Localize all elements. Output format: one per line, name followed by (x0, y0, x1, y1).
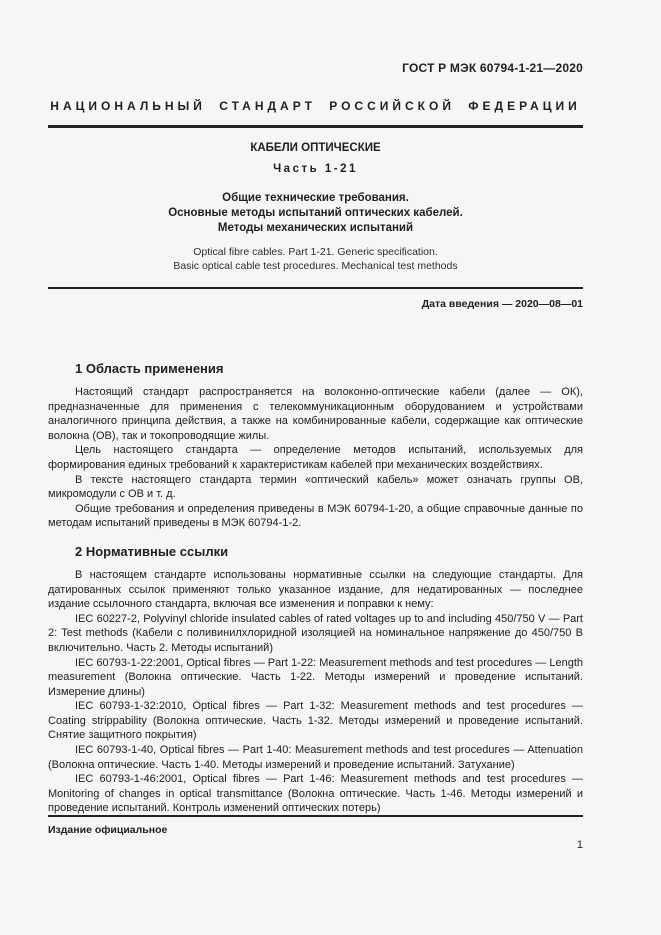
doc-number: ГОСТ Р МЭК 60794-1-21—2020 (402, 61, 583, 75)
paragraph: IEC 60793-1-22:2001, Optical fibres — Part 1-22: Measurement methods and test procedures — Length measurement (Волокна оптические. Часть 1-22. Методы измерений и проведение испытаний. Измерение длины) (48, 656, 583, 698)
subtitle-russian (48, 191, 583, 236)
paragraph: Настоящий стандарт распространяется на волоконно-оптические кабели (далее — ОК), предназначенные для применения с телекоммуникационным оборудованием и устройствами аналогичного принципа действия, а также на комбинированные кабели, содержащие как оптические волокна (ОВ), так и токопроводящие жилы. (48, 386, 583, 442)
paragraph: Цель настоящего стандарта — определение методов испытаний, используемых для формирования единых требований к характеристикам кабелей при механических воздействиях. (48, 444, 583, 471)
section-scope-heading: 1 Область применения (75, 361, 224, 376)
effective-date: Дата введения — 2020—08—01 (421, 298, 583, 310)
document-title: КАБЕЛИ ОПТИЧЕСКИЕ (250, 142, 381, 154)
subtitle-rule (48, 287, 583, 289)
paragraph: Basic optical cable test procedures. Mechanical test methods (173, 259, 458, 272)
header-rule (48, 125, 583, 128)
section-scope-body (48, 385, 583, 531)
paragraph: Общие технические требования. (222, 192, 409, 204)
page-footer (48, 815, 583, 851)
document-part: Часть 1-21 (273, 163, 358, 175)
section-normative-references (48, 543, 583, 816)
section-references-heading: 2 Нормативные ссылки (75, 543, 229, 559)
page-number: 1 (576, 839, 583, 851)
paragraph: В настоящем стандарте использованы нормативные ссылки на следующие стандарты. Для датированных ссылок применяют только указанное издание, для недатированных — последнее издание ссылочного стандарта, включая все изменения и поправки к нему: (48, 568, 583, 611)
paragraph: IEC 60793-1-32:2010, Optical fibres — Part 1-32: Measurement methods and test procedures — Coating strippability (Волокна оптические. Часть 1-32. Методы измерений и проведение испытаний. Снятие защитного покрытия) (48, 700, 583, 742)
section-scope (48, 360, 583, 531)
paragraph: IEC 60227-2, Polyvinyl chloride insulated cables of rated voltages up to and including 450/750 V — Part 2: Test methods (Кабели с поливинилхлоридной изоляцией на номинальное напряжение до 450/750 В включительно. Часть 2. Методы испытаний) (48, 612, 583, 654)
paragraph: Optical fibre cables. Part 1-21. Generic specification. (193, 246, 438, 258)
paragraph: Основные методы испытаний оптических кабелей. (168, 207, 463, 219)
paragraph: Методы механических испытаний (217, 222, 414, 234)
standard-type-banner: НАЦИОНАЛЬНЫЙ СТАНДАРТ РОССИЙСКОЙ ФЕДЕРАЦИИ (50, 99, 581, 113)
paragraph: IEC 60793-1-46:2001, Optical fibres — Part 1-46: Measurement methods and test procedures — Monitoring of changes in optical transmittance (Волокна оптические. Часть 1-46. Методы измерений и проведение испытаний. Контроль изменений оптических потерь) (48, 773, 583, 815)
footer-rule (48, 815, 583, 817)
paragraph: Общие требования и определения приведены в МЭК 60794-1-20, а общие справочные данные по методам испытаний приведены в МЭК 60794-1-2. (48, 502, 583, 530)
paragraph: В тексте настоящего стандарта термин «оптический кабель» может означать группы ОВ, микромодули с ОВ и т. д. (48, 473, 583, 501)
paragraph: IEC 60793-1-40, Optical fibres — Part 1-40: Measurement methods and test procedures — Attenuation (Волокна оптические. Часть 1-40. Методы измерений и проведение испытаний. Затухание) (48, 744, 583, 771)
section-references-body (48, 568, 583, 816)
edition-note: Издание официальное (48, 824, 168, 836)
subtitle-english (48, 246, 583, 273)
